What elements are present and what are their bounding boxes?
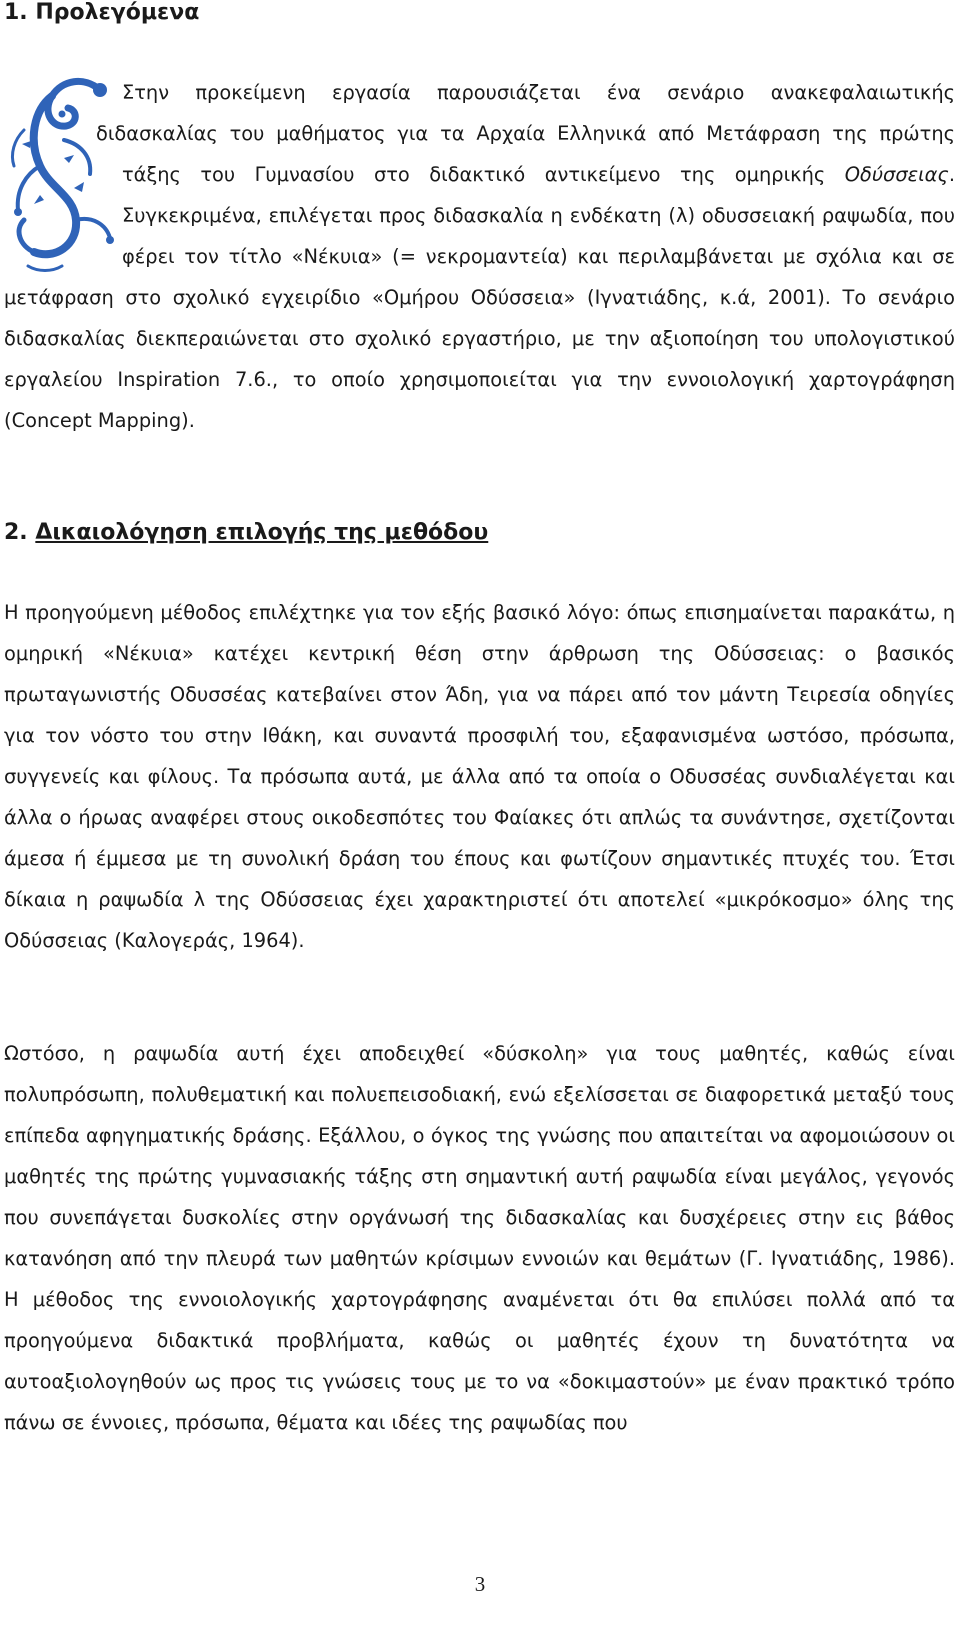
section-2-paragraph-2: Ωστόσο, η ραψωδία αυτή έχει αποδειχθεί «δύσκολη» για τους μαθητές, καθώς είναι πολυπρόσωπη, πολυθεματική και πολυεπεισοδιακή, ενώ εξελίσσεται σε διαφορετικά μεταξύ τους επίπεδα αφηγηματικής δράσης. Εξάλλου, ο όγκος της γνώσης που απαιτείται να αφομοιώσουν οι μαθητές της πρώτης γυμνασιακής τάξης στη σημαντική αυτή ραψωδία είναι μεγάλος, γεγονός που συνεπάγεται δυσκολίες στην οργάνωσή της διδασκαλίας και δυσχέρειες στην εις βάθος κατανόηση από την πλευρά των μαθητών κρίσιμων εννοιών και θεμάτων (Γ. Ιγνατιάδης, 1986). Η μέθοδος της εννοιολογικής χαρτογράφησης αναμένεται ότι θα επιλύσει πολλά από τα προηγούμενα διδακτικά προβλήματα, καθώς οι μαθητές έχουν τη δυνατότητα να αυτοαξιολογηθούν ως προς τις γνώσεις τους με το να «δοκιμαστούν» με έναν πρακτικό τρόπο πάνω σε έννοιες, πρόσωπα, θέματα και ιδέες της ραψωδίας που	[4, 1042, 955, 1434]
section-2-paragraph-1: Η προηγούμενη μέθοδος επιλέχτηκε για τον εξής βασικό λόγο: όπως επισημαίνεται παρακάτω, η ομηρική «Νέκυια» κατέχει κεντρική θέση στην άρθρωση της Οδύσσειας: ο βασικός πρωταγωνιστής Οδυσσέας κατεβαίνει στον Άδη, για να πάρει από τον μάντη Τειρεσία οδηγίες για τον νόστο του στην Ιθάκη, και συναντά προσφιλή του, εξαφανισμένα ωστόσο, πρόσωπα, συγγενείς και φίλους. Τα πρόσωπα αυτά, με άλλα από τα οποία ο Οδυσσέας συνδιαλέγεται και άλλα ο ήρωας αναφέρει στους οικοδεσπότες του Φαίακες ότι απλώς τα συνάντησε, σχετίζονται άμεσα ή έμμεσα με τη συνολική δράση του έπους και φωτίζουν σημαντικές πτυχές του. Έτσι δίκαια η ραψωδία λ της Οδύσσειας έχει χαρακτηριστεί ότι αποτελεί «μικρόκοσμο» όλης της Οδύσσειας (Καλογεράς, 1964).	[4, 601, 955, 952]
intro-lead-text: Στην προκείμενη εργασία παρουσιάζεται ένα σενάριο ανακεφαλαιωτικής διδασκαλίας του μαθήματος για τα Αρχαία Ελληνικά από Μετάφραση της πρώτης τάξης του Γυμνασίου στο διδακτικό αντικείμενο της ομηρικής	[96, 81, 955, 186]
ornament-wrap-space	[4, 72, 122, 277]
intro-odyssey-italic: Οδύσσειας	[844, 163, 949, 186]
page-number: 3	[474, 1572, 486, 1596]
intro-paragraph	[4, 72, 955, 441]
section-2-number: 2.	[4, 520, 36, 545]
section-1-heading: 1. Προλεγόμενα	[4, 0, 200, 25]
intro-rest-text: . Συγκεκριμένα, επιλέγεται προς διδασκαλία η ενδέκατη (λ) οδυσσειακή ραψωδία, που φέρει τον τίτλο «Νέκυια» (= νεκρομαντεία) και περιλαμβάνεται με σχόλια και σε μετάφραση στο σχολικό εγχειρίδιο «Ομήρου Οδύσσεια» (Ιγνατιάδης, κ.ά, 2001). Το σενάριο διδασκαλίας διεκπεραιώνεται στο σχολικό εργαστήριο, με την αξιοποίηση του υπολογιστικού εργαλείου Inspiration 7.6., το οποίο χρησιμοποιείται για την εννοιολογική χαρτογράφηση (Concept Mapping).	[4, 163, 955, 432]
section-2-title: Δικαιολόγηση επιλογής της μεθόδου	[35, 520, 489, 545]
section-2-heading	[4, 520, 488, 546]
